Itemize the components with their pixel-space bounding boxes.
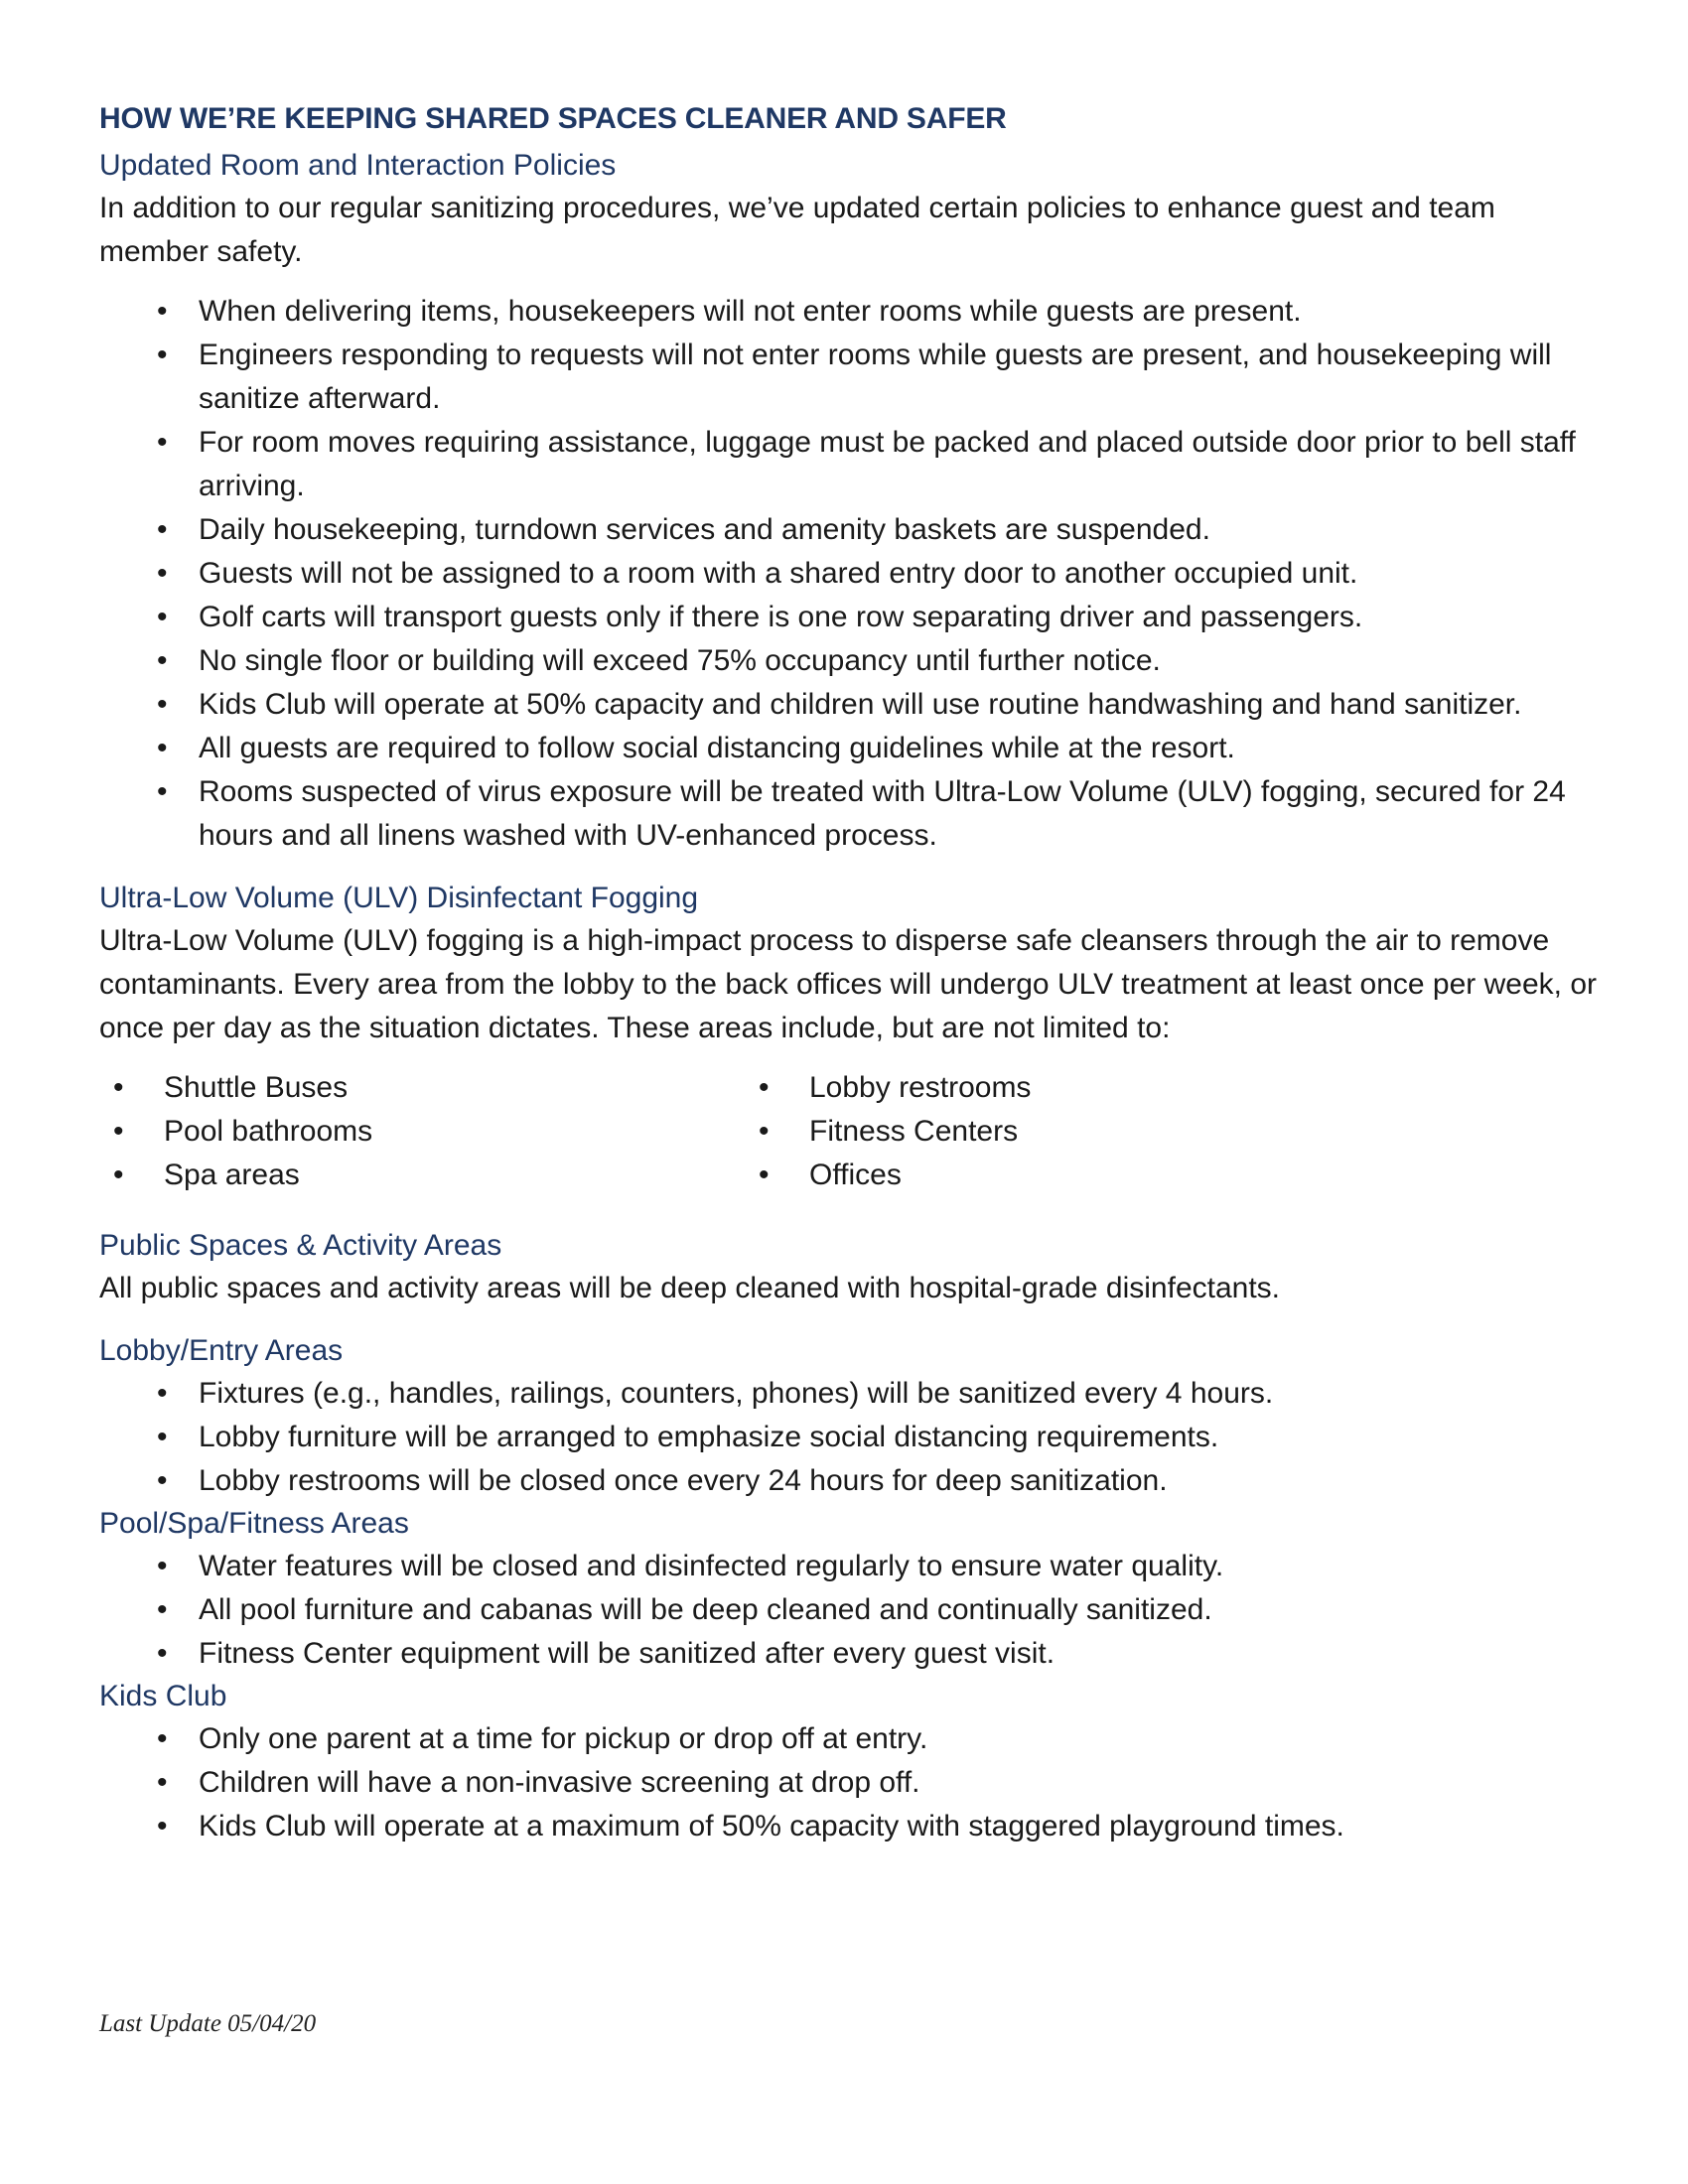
bullet-icon: •: [157, 426, 168, 459]
list-item: • Shuttle Buses: [99, 1066, 745, 1110]
bullet-icon: •: [157, 644, 168, 677]
list-item: • All pool furniture and cabanas will be deep cleaned and continually sanitized.: [99, 1588, 1609, 1632]
bullet-icon: •: [157, 1550, 168, 1582]
list-item: • Fixtures (e.g., handles, railings, counters, phones) will be sanitized every 4 hours.: [99, 1372, 1609, 1416]
bullet-icon: •: [113, 1115, 124, 1148]
room-policies-list: [99, 290, 1609, 858]
ulv-areas-right-column: [745, 1066, 1390, 1197]
list-item: • When delivering items, housekeepers will not enter rooms while guests are present.: [99, 290, 1609, 334]
bullet-icon: •: [157, 1766, 168, 1799]
list-item: • Lobby restrooms: [745, 1066, 1390, 1110]
list-item: • Water features will be closed and disinfected regularly to ensure water quality.: [99, 1545, 1609, 1588]
ulv-areas-columns: [99, 1066, 1390, 1197]
list-item: • Lobby furniture will be arranged to emphasize social distancing requirements.: [99, 1416, 1609, 1459]
lobby-list: [99, 1372, 1609, 1503]
bullet-icon: •: [157, 1464, 168, 1497]
ulv-intro: Ultra-Low Volume (ULV) fogging is a high-impact process to disperse safe cleansers through the air to remove contaminants. Every area from the lobby to the back offices will undergo ULV treatment at least once per week, or once per day as the situation dictates. These areas include, but are not limited to:: [99, 924, 1597, 1044]
bullet-icon: •: [759, 1115, 770, 1148]
bullet-icon: •: [157, 513, 168, 546]
section-heading-pool: Pool/Spa/Fitness Areas: [99, 1507, 409, 1540]
section-heading-room-policies: Updated Room and Interaction Policies: [99, 149, 617, 182]
document-page: [99, 99, 1609, 1848]
ulv-areas-left-column: [99, 1066, 745, 1197]
bullet-icon: •: [157, 1421, 168, 1453]
list-item: • Fitness Centers: [745, 1110, 1390, 1154]
bullet-icon: •: [157, 732, 168, 764]
list-item: • No single floor or building will exceed 75% occupancy until further notice.: [99, 639, 1609, 683]
section-heading-kids-club: Kids Club: [99, 1680, 227, 1712]
list-item: • Pool bathrooms: [99, 1110, 745, 1154]
section-heading-public-spaces: Public Spaces & Activity Areas: [99, 1229, 502, 1262]
public-spaces-intro: All public spaces and activity areas will be deep cleaned with hospital-grade disinfectants.: [99, 1272, 1280, 1304]
list-item: • All guests are required to follow social distancing guidelines while at the resort.: [99, 727, 1609, 770]
list-item: • Children will have a non-invasive screening at drop off.: [99, 1761, 1609, 1805]
list-item: • For room moves requiring assistance, luggage must be packed and placed outside door prior to bell staff arriving.: [99, 421, 1609, 508]
list-item: • Fitness Center equipment will be sanitized after every guest visit.: [99, 1632, 1609, 1676]
list-item: • Kids Club will operate at a maximum of 50% capacity with staggered playground times.: [99, 1805, 1609, 1848]
kids-club-list: [99, 1717, 1609, 1848]
list-item: • Golf carts will transport guests only if there is one row separating driver and passengers.: [99, 596, 1609, 639]
list-item: • Spa areas: [99, 1154, 745, 1197]
bullet-icon: •: [157, 1810, 168, 1843]
list-item: • Offices: [745, 1154, 1390, 1197]
bullet-icon: •: [157, 339, 168, 371]
section-heading-lobby: Lobby/Entry Areas: [99, 1334, 344, 1367]
bullet-icon: •: [157, 1722, 168, 1755]
bullet-icon: •: [157, 688, 168, 721]
last-update-footer: Last Update 05/04/20: [99, 2010, 317, 2037]
list-item: • Guests will not be assigned to a room with a shared entry door to another occupied unit.: [99, 552, 1609, 596]
list-item: • Kids Club will operate at 50% capacity and children will use routine handwashing and hand sanitizer.: [99, 683, 1609, 727]
bullet-icon: •: [157, 557, 168, 590]
list-item: • Lobby restrooms will be closed once every 24 hours for deep sanitization.: [99, 1459, 1609, 1503]
pool-list: [99, 1545, 1609, 1676]
bullet-icon: •: [759, 1071, 770, 1104]
bullet-icon: •: [113, 1159, 124, 1191]
room-policies-intro: In addition to our regular sanitizing procedures, we’ve updated certain policies to enhance guest and team member safety.: [99, 192, 1495, 268]
bullet-icon: •: [157, 295, 168, 328]
bullet-icon: •: [157, 601, 168, 633]
bullet-icon: •: [157, 1637, 168, 1670]
bullet-icon: •: [113, 1071, 124, 1104]
page-title: HOW WE’RE KEEPING SHARED SPACES CLEANER AND SAFER: [99, 102, 1007, 135]
list-item: • Only one parent at a time for pickup or drop off at entry.: [99, 1717, 1609, 1761]
bullet-icon: •: [759, 1159, 770, 1191]
bullet-icon: •: [157, 1377, 168, 1410]
bullet-icon: •: [157, 1593, 168, 1626]
section-heading-ulv: Ultra-Low Volume (ULV) Disinfectant Fogging: [99, 882, 699, 914]
list-item: • Rooms suspected of virus exposure will be treated with Ultra-Low Volume (ULV) fogging, secured for 24 hours and all linens washed with UV-enhanced process.: [99, 770, 1609, 858]
list-item: • Daily housekeeping, turndown services and amenity baskets are suspended.: [99, 508, 1609, 552]
list-item: • Engineers responding to requests will not enter rooms while guests are present, and housekeeping will sanitize afterward.: [99, 334, 1609, 421]
bullet-icon: •: [157, 775, 168, 808]
